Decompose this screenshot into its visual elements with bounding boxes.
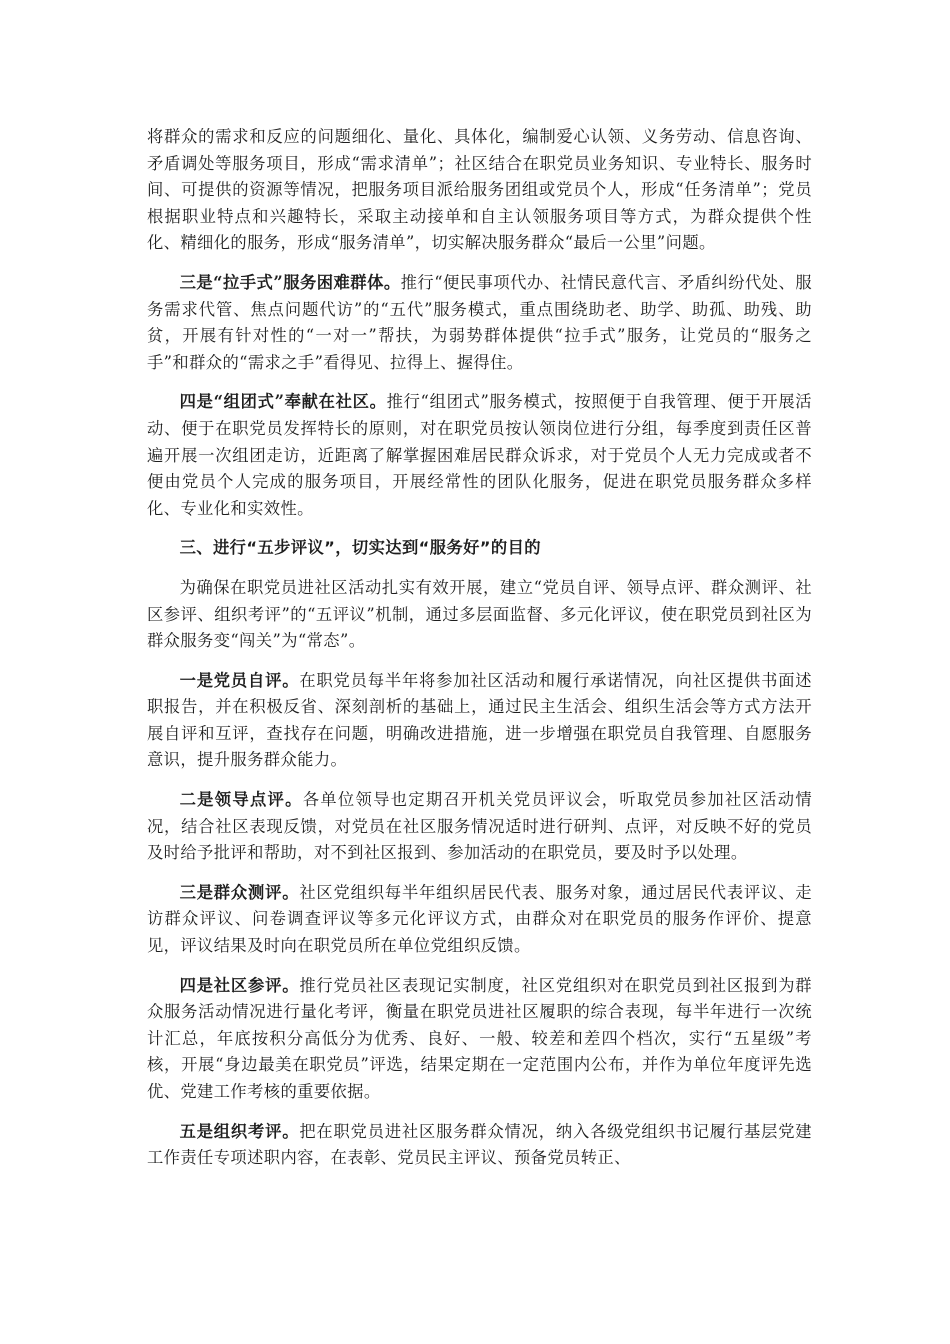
- paragraph-organization-evaluation: [147, 1119, 812, 1172]
- paragraph-public-evaluation: [147, 880, 812, 960]
- paragraph-text: 各单位领导也定期召开机关党员评议会，听取党员参加社区活动情况，结合社区表现反馈，对党员在社区服务情况适时进行研判、点评，对反映不好的党员及时给予批评和帮助，对不到社区报到、参加活动的在职党员，要及时予以处理。: [147, 790, 812, 863]
- paragraph-service-lists: [147, 124, 812, 257]
- paragraph-hand-in-hand-service: [147, 270, 812, 376]
- paragraph-lead: 三是群众测评。: [179, 882, 300, 902]
- paragraph-text: 为确保在职党员进社区活动扎实有效开展，建立“党员自评、领导点评、群众测评、社区参评、组织考评”的“五评议”机制，通过多层面监督、多元化评议，使在职党员到社区为群众服务变“闯关”为“常态”。: [147, 577, 812, 651]
- paragraph-lead: 四是社区参评。: [179, 975, 300, 995]
- paragraph-text: 推行“组团式”服务模式，按照便于自我管理、便于开展活动、便于在职党员发挥特长的原则，对在职党员按认领岗位进行分组，每季度到责任区普遍开展一次组团走访，近距离了解掌握困难居民群众诉求，对于党员个人无力完成或者不便由党员个人完成的服务项目，开展经常性的团队化服务，促进在职党员服务群众多样化、专业化和实效性。: [147, 392, 812, 518]
- paragraph-intro: [147, 575, 812, 655]
- paragraph-self-evaluation: [147, 668, 812, 774]
- document-body: [147, 124, 812, 1185]
- paragraph-group-service: [147, 389, 812, 522]
- paragraph-text: 推行党员社区表现记实制度，社区党组织对在职党员到社区报到为群众服务活动情况进行量化考评，衡量在职党员进社区履职的综合表现，每半年进行一次统计汇总，年底按积分高低分为优秀、良好、一般、较差和差四个档次，实行“五星级”考核，开展“身边最美在职党员”评选，结果定期在一定范围内公布，并作为单位年度评先选优、党建工作考核的重要依据。: [147, 975, 812, 1101]
- paragraph-text: 把在职党员进社区服务群众情况，纳入各级党组织书记履行基层党建工作责任专项述职内容，在表彰、党员民主评议、预备党员转正、: [147, 1121, 812, 1168]
- section-heading: 三、进行“五步评议”，切实达到“服务好”的目的: [179, 538, 541, 558]
- paragraph-leader-evaluation: [147, 787, 812, 867]
- paragraph-text: 在职党员每半年将参加社区活动和履行承诺情况，向社区提供书面述职报告，并在积极反省、深刻剖析的基础上，通过民主生活会、组织生活会等方式方法开展自评和互评，查找存在问题，明确改进措施，进一步增强在职党员自我管理、自愿服务意识，提升服务群众能力。: [147, 670, 812, 770]
- paragraph-text: 推行“便民事项代办、社情民意代言、矛盾纠纷代处、服务需求代管、焦点问题代访”的“五代”服务模式，重点围绕助老、助学、助孤、助残、助贫，开展有针对性的“一对一”帮扶，为弱势群体提供“拉手式”服务，让党员的“服务之手”和群众的“需求之手”看得见、拉得上、握得住。: [147, 272, 812, 372]
- paragraph-lead: 二是领导点评。: [179, 790, 303, 810]
- paragraph-text: 将群众的需求和反应的问题细化、量化、具体化，编制爱心认领、义务劳动、信息咨询、矛盾调处等服务项目，形成“需求清单”；社区结合在职党员业务知识、专业特长、服务时间、可提供的资源等情况，把服务项目派给服务团组或党员个人，形成“任务清单”；党员根据职业特点和兴趣特长，采取主动接单和自主认领服务项目等方式，为群众提供个性化、精细化的服务，形成“服务清单”，切实解决服务群众“最后一公里”问题。: [147, 127, 812, 253]
- paragraph-lead: 五是组织考评。: [179, 1121, 300, 1141]
- paragraph-text: 社区党组织每半年组织居民代表、服务对象，通过居民代表评议、走访群众评议、问卷调查评议等多元化评议方式，由群众对在职党员的服务作评价、提意见，评议结果及时向在职党员所在单位党组织反馈。: [147, 882, 812, 956]
- paragraph-lead: 四是“组团式”奉献在社区。: [179, 392, 387, 412]
- paragraph-community-evaluation: [147, 973, 812, 1106]
- paragraph-lead: 一是党员自评。: [179, 670, 300, 690]
- paragraph-lead: 三是“拉手式”服务困难群体。: [179, 272, 401, 292]
